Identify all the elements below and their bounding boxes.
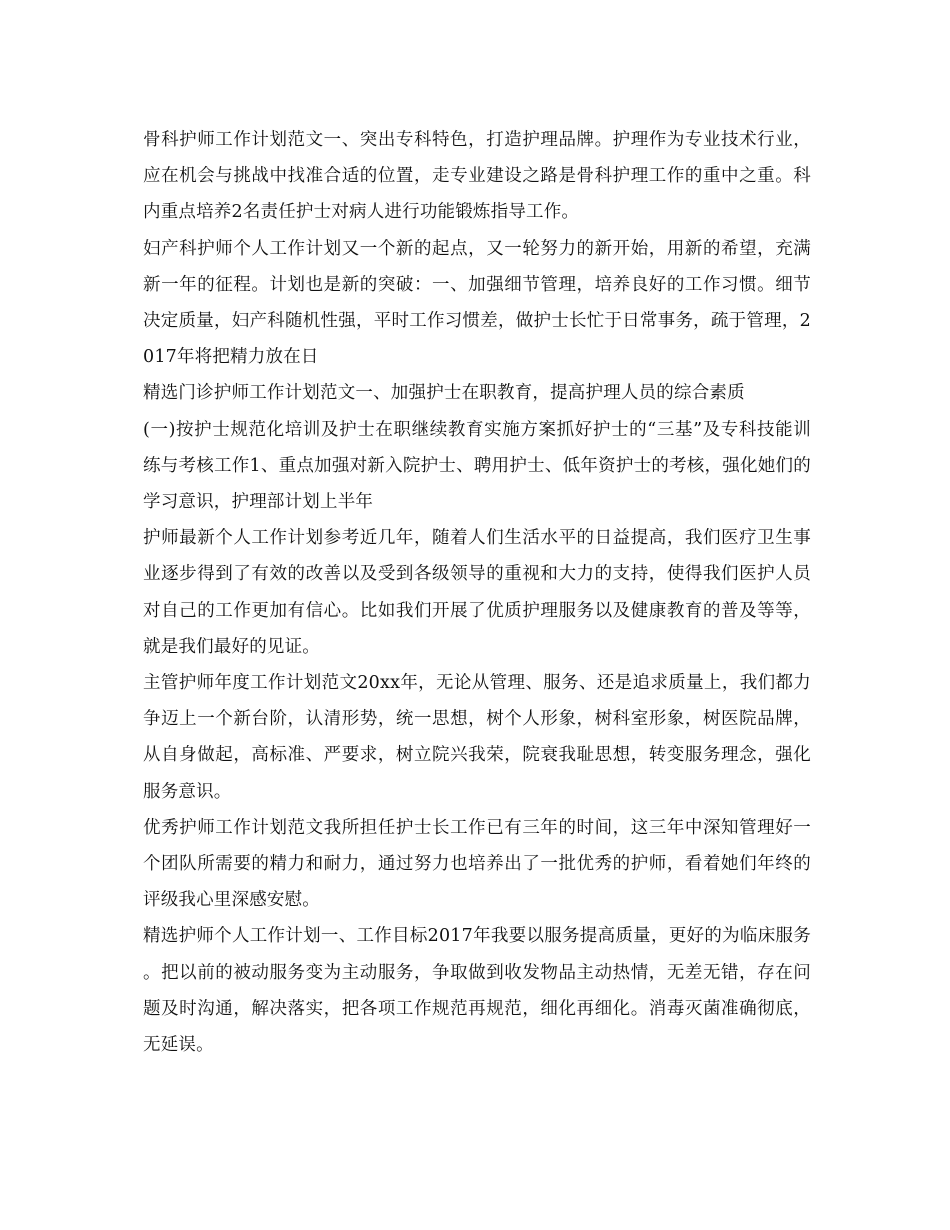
paragraph-latest-personal-plan: 护师最新个人工作计划参考近几年，随着人们生活水平的日益提高，我们医疗卫生事业逐步得到了有效的改善以及受到各级领导的重视和大力的支持，使得我们医护人员对自己的工作更加有信心。比如我们开展了优质护理服务以及健康教育的普及等等，就是我们最好的见证。 [143, 528, 811, 657]
paragraph-outpatient-plan-title: 精选门诊护师工作计划范文一、加强护士在职教育，提高护理人员的综合素质 [143, 383, 745, 404]
paragraph-obstetrics-plan: 妇产科护师个人工作计划又一个新的起点，又一轮努力的新开始，用新的希望，充满新一年的征程。计划也是新的突破：一、加强细节管理，培养良好的工作习惯。细节决定质量，妇产科随机性强，平时工作习惯差，做护士长忙于日常事务，疏于管理，2017年将把精力放在日 [143, 238, 811, 368]
paragraph-orthopedic-plan: 骨科护师工作计划范文一、突出专科特色，打造护理品牌。护理作为专业技术行业，应在机会与挑战中找准合适的位置，走专业建设之路是骨科护理工作的重中之重。科内重点培养2名责任护士对病人进行功能锻炼指导工作。 [143, 130, 811, 223]
paragraph-excellent-nurse-plan: 优秀护师工作计划范文我所担任护士长工作已有三年的时间，这三年中深知管理好一个团队所需要的精力和耐力，通过努力也培养出了一批优秀的护师，看着她们年终的评级我心里深感安慰。 [143, 817, 811, 911]
document-body [143, 122, 811, 1063]
paragraph-outpatient-plan-training: (一)按护士规范化培训及护士在职继续教育实施方案抓好护士的“三基”及专科技能训练与考核工作1、重点加强对新入院护士、聘用护士、低年资护士的考核，强化她们的学习意识，护理部计划上半年 [143, 419, 811, 513]
paragraph-selected-personal-plan: 精选护师个人工作计划一、工作目标2017年我要以服务提高质量，更好的为临床服务。把以前的被动服务变为主动服务，争取做到收发物品主动热情，无差无错，存在问题及时沟通，解决落实，把各项工作规范再规范，细化再细化。消毒灭菌准确彻底，无延误。 [143, 926, 811, 1056]
paragraph-chief-nurse-annual-plan: 主管护师年度工作计划范文20xx年，无论从管理、服务、还是追求质量上，我们都力争迈上一个新台阶，认清形势，统一思想，树个人形象，树科室形象，树医院品牌，从自身做起，高标准、严要求，树立院兴我荣，院衰我耻思想，转变服务理念，强化服务意识。 [143, 673, 811, 802]
